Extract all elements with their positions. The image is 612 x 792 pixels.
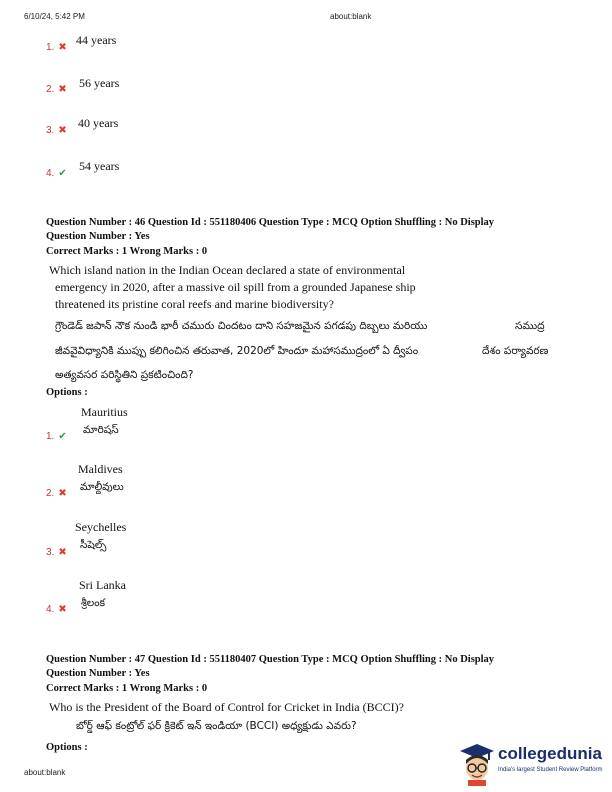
wrong-mark-icon: ✖ bbox=[58, 547, 67, 558]
option-number: 3. ✖ bbox=[46, 547, 67, 558]
option-number: 1. ✔ bbox=[46, 431, 67, 442]
option-text-en: Seychelles bbox=[75, 520, 127, 534]
option-text-en: Sri Lanka bbox=[79, 578, 126, 592]
options-label: Options : bbox=[46, 742, 88, 753]
wrong-mark-icon: ✖ bbox=[58, 42, 67, 53]
option-text: 56 years bbox=[79, 76, 120, 90]
correct-mark-icon: ✔ bbox=[58, 431, 67, 442]
question-text-te: బోర్డ్ ఆఫ్ కంట్రోల్ ఫర్ క్రికెట్ ఇన్ ఇండియా (BCCI) అధ్యక్షుడు ఎవరు? bbox=[76, 720, 357, 732]
print-footer-url: about:blank bbox=[24, 768, 66, 777]
question-meta-display: Question Number : Yes bbox=[46, 231, 150, 242]
question-meta-display: Question Number : Yes bbox=[46, 668, 150, 679]
option-text: 54 years bbox=[79, 159, 120, 173]
option-number: 1. ✖ bbox=[46, 42, 67, 53]
question-text-en: Which island nation in the Indian Ocean declared a state of environmental bbox=[49, 263, 406, 277]
question-text-te: అత్యవసర పరిస్థితిని ప్రకటించింది? bbox=[55, 369, 194, 381]
option-text-te: మాల్దీవులు bbox=[80, 481, 124, 493]
logo-tagline: India's largest Student Review Platform bbox=[498, 767, 603, 773]
correct-mark-icon: ✔ bbox=[58, 168, 67, 179]
option-text-en: Mauritius bbox=[81, 405, 128, 419]
question-text-en: threatened its pristine coral reefs and marine biodiversity? bbox=[55, 297, 334, 311]
question-marks: Correct Marks : 1 Wrong Marks : 0 bbox=[46, 246, 208, 257]
question-text-te: గ్రౌండెడ్ జపాన్ నౌక నుండి భారీ చమురు చిందటం దాని సహజమైన పగడపు దిబ్బలు మరియు bbox=[55, 320, 428, 332]
option-text-te: శ్రీలంక bbox=[81, 597, 106, 609]
question-text-te: సముద్ర bbox=[515, 320, 545, 332]
wrong-mark-icon: ✖ bbox=[58, 84, 67, 95]
option-text: 40 years bbox=[78, 116, 119, 130]
logo-wordmark: collegedunia bbox=[498, 744, 602, 763]
print-url: about:blank bbox=[330, 12, 372, 21]
option-number: 2. ✖ bbox=[46, 84, 67, 95]
option-text-te: సీషెల్స్ bbox=[80, 539, 107, 551]
question-meta: Question Number : 47 Question Id : 551180407 Question Type : MCQ Option Shuffling : No Display bbox=[46, 654, 495, 665]
graduate-mascot-icon bbox=[458, 742, 496, 786]
wrong-mark-icon: ✖ bbox=[58, 125, 67, 136]
question-text-en: Who is the President of the Board of Control for Cricket in India (BCCI)? bbox=[49, 700, 404, 714]
wrong-mark-icon: ✖ bbox=[58, 604, 67, 615]
print-datetime: 6/10/24, 5:42 PM bbox=[24, 12, 85, 21]
wrong-mark-icon: ✖ bbox=[58, 488, 67, 499]
option-number: 4. ✔ bbox=[46, 168, 67, 179]
question-text-te: జీవవైవిధ్యానికి ముప్పు కలిగించిన తరువాత, 2020లో హిందూ మహాసముద్రంలో ఏ ద్వీపం bbox=[55, 345, 419, 357]
question-marks: Correct Marks : 1 Wrong Marks : 0 bbox=[46, 683, 208, 694]
collegedunia-logo bbox=[458, 742, 608, 786]
option-number: 2. ✖ bbox=[46, 488, 67, 499]
option-text-te: మారిషస్ bbox=[83, 424, 119, 436]
question-text-te: దేశం పర్యావరణ bbox=[482, 345, 549, 357]
option-text: 44 years bbox=[76, 33, 117, 47]
option-number: 4. ✖ bbox=[46, 604, 67, 615]
option-number: 3. ✖ bbox=[46, 125, 67, 136]
question-text-en: emergency in 2020, after a massive oil spill from a grounded Japanese ship bbox=[55, 280, 416, 294]
option-text-en: Maldives bbox=[78, 462, 123, 476]
options-label: Options : bbox=[46, 387, 88, 398]
question-meta: Question Number : 46 Question Id : 551180406 Question Type : MCQ Option Shuffling : No Display bbox=[46, 217, 495, 228]
